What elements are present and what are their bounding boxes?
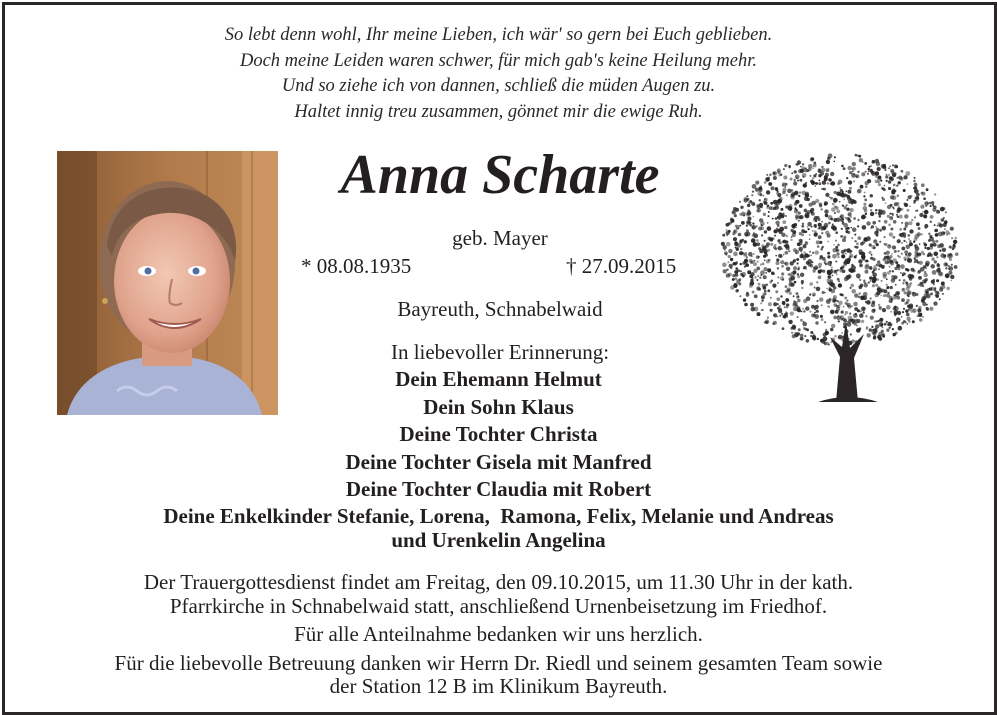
mourners-list [0,366,997,552]
service-info-line: Pfarrkirche in Schnabelwaid statt, anschließend Urnenbeisetzung im Friedhof. [169,593,828,618]
death-date: † 27.09.2015 [566,254,677,278]
poem-line: Haltet innig treu zusammen, gönnet mir die ewige Ruh. [294,101,703,122]
remembrance-intro: In liebevoller Erinnerung: [390,340,610,364]
poem-line: So lebt denn wohl, Ihr meine Lieben, ich wär' so gern bei Euch geblieben. [224,25,773,45]
grandchildren-line: Deine Enkelkinder Stefanie, Lorena, Ramona, Felix, Melanie und Andreas [163,503,834,528]
mourner-line: Dein Sohn Klaus [423,394,574,419]
thanks-line: Für alle Anteilnahme bedanken wir uns herzlich. [294,622,703,646]
care-thanks-line: der Station 12 B im Klinikum Bayreuth. [329,674,668,698]
mourner-line: Deine Tochter Christa [399,422,598,446]
care-thanks-line: Für die liebevolle Betreuung danken wir Herrn Dr. Riedl und seinem gesamten Team sowie [114,650,883,675]
tree-illustration [718,152,963,402]
mourner-line: Dein Ehemann Helmut [395,367,602,391]
places: Bayreuth, Schnabelwaid [397,297,603,321]
poem-line: Doch meine Leiden waren schwer, für mich gab's keine Heilung mehr. [239,50,758,71]
birth-date: * 08.08.1935 [301,254,412,278]
mourner-line: Deine Tochter Gisela mit Manfred [345,449,652,474]
poem [0,23,997,125]
birth-name: geb. Mayer [452,226,548,250]
deceased-name: Anna Scharte [340,144,660,206]
mourner-line: Deine Tochter Claudia mit Robert [345,477,652,501]
service-info-line: Der Trauergottesdienst findet am Freitag, den 09.10.2015, um 11.30 Uhr in der kath. [143,570,854,594]
poem-line: Und so ziehe ich von dannen, schließ die müden Augen zu. [281,76,716,96]
great-grandchild-line: und Urenkelin Angelina [391,527,606,552]
footer-text [0,571,997,699]
